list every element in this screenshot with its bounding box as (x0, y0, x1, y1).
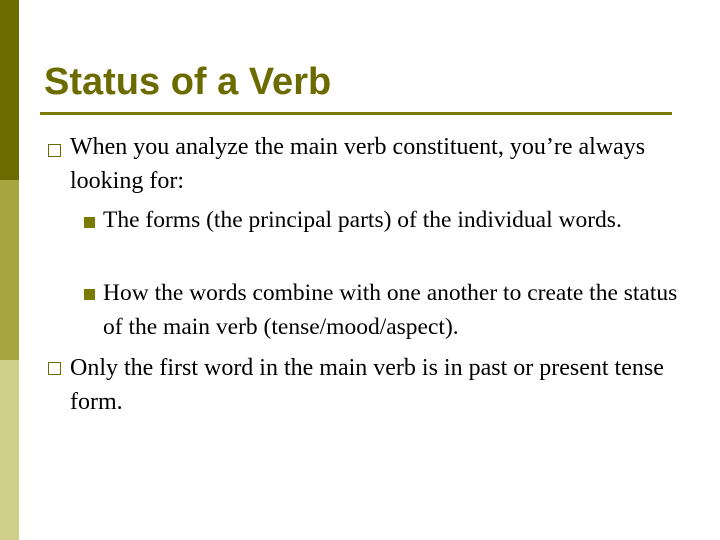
accent-bar-segment-light (0, 360, 19, 540)
square-bullet-icon (48, 144, 61, 157)
slide-title: Status of a Verb (44, 61, 332, 103)
square-bullet-icon (48, 362, 61, 375)
title-underline (40, 112, 672, 115)
accent-bar-segment-mid (0, 180, 19, 360)
solid-square-bullet-icon (84, 289, 95, 300)
left-accent-bar (0, 0, 19, 540)
solid-square-bullet-icon (84, 217, 95, 228)
bullet-item-1: When you analyze the main verb constituent, you’re always looking for: (70, 134, 646, 194)
sub-bullet-item-2: How the words combine with one another to create the status of the main verb (tense/mood/aspect). (103, 280, 678, 340)
bullet-item-2: Only the first word in the main verb is in past or present tense form. (70, 355, 664, 415)
accent-bar-segment-dark (0, 0, 19, 180)
sub-bullet-item-1: The forms (the principal parts) of the individual words. (103, 207, 622, 233)
